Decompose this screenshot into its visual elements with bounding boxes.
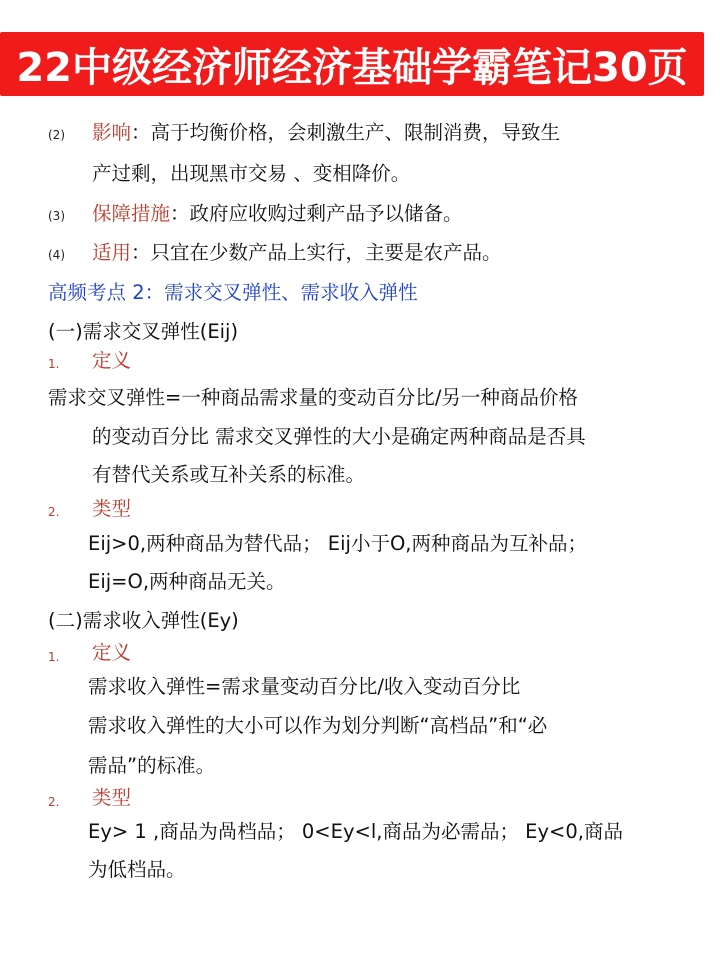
part1-def-line2: 的变动百分比 需求交叉弹性的大小是确定两种商品是否具 — [92, 425, 586, 448]
part2-type-line1: Ey> 1 ,商品为咼档品； 0<Ey<l,商品为必需品； Ey<0,商品 — [88, 820, 623, 843]
part2-def-label: 定义 — [92, 641, 132, 664]
part2-def-line2: 需求收入弹性的大小可以作为划分判断“高档品”和“必 — [88, 714, 548, 737]
part1-def-line3: 有替代关系或互补关系的标准。 — [92, 463, 366, 486]
part2-type-line2: 为低档品。 — [88, 858, 186, 881]
item-number: (3) — [48, 209, 65, 223]
item-label: 适用 — [92, 241, 132, 264]
part2-def-number: 1. — [48, 650, 60, 664]
title-banner — [0, 32, 704, 96]
section-heading: 高频考点 2：需求交叉弹性、需求收入弹性 — [48, 281, 418, 304]
part1-type-label: 类型 — [92, 497, 132, 520]
part2-def-line1: 需求收入弹性=需求量变动百分比/收入变动百分比 — [88, 675, 521, 698]
part2-def-line3: 需品”的标准。 — [88, 754, 216, 777]
page-title: 22中级经济师经济基础学霸笔记30页 — [16, 44, 688, 91]
part2-heading: (二)需求收入弹性(Ey) — [48, 609, 239, 632]
part1-heading: (一)需求交叉弹性(Eij) — [48, 320, 239, 343]
item-number: (4) — [48, 248, 65, 262]
part1-type-line2: Eij=O,两种商品无关。 — [88, 570, 286, 593]
item-measures-line — [92, 200, 463, 228]
part1-def-line1: 需求交叉弹性=一种商品需求量的变动百分比/另一种商品价格 — [48, 386, 578, 409]
item-influence-line2: 产过剩，出现黑市交易 、变相降价。 — [92, 162, 411, 185]
item-label: 保障措施 — [92, 202, 171, 225]
part1-type-number: 2. — [48, 505, 60, 519]
item-number: (2) — [48, 128, 65, 142]
item-text: ：只宜在少数产品上实行，主要是农产品。 — [131, 241, 502, 264]
item-label: 影响 — [92, 121, 132, 144]
item-text: ：高于均衡价格，会刺激生产、限制消费，导致生 — [131, 121, 561, 144]
part1-def-number: 1. — [48, 357, 60, 371]
part2-type-label: 类型 — [92, 786, 132, 809]
part1-type-line1: Eij>0,两种商品为替代品； Eij小于O,两种商品为互补品； — [88, 532, 588, 555]
part2-type-number: 2. — [48, 795, 60, 809]
item-text: ：政府应收购过剩产品予以储备。 — [170, 202, 463, 225]
item-applicable-line — [92, 239, 502, 267]
item-influence-line1 — [92, 119, 560, 147]
part1-def-label: 定义 — [92, 349, 132, 372]
